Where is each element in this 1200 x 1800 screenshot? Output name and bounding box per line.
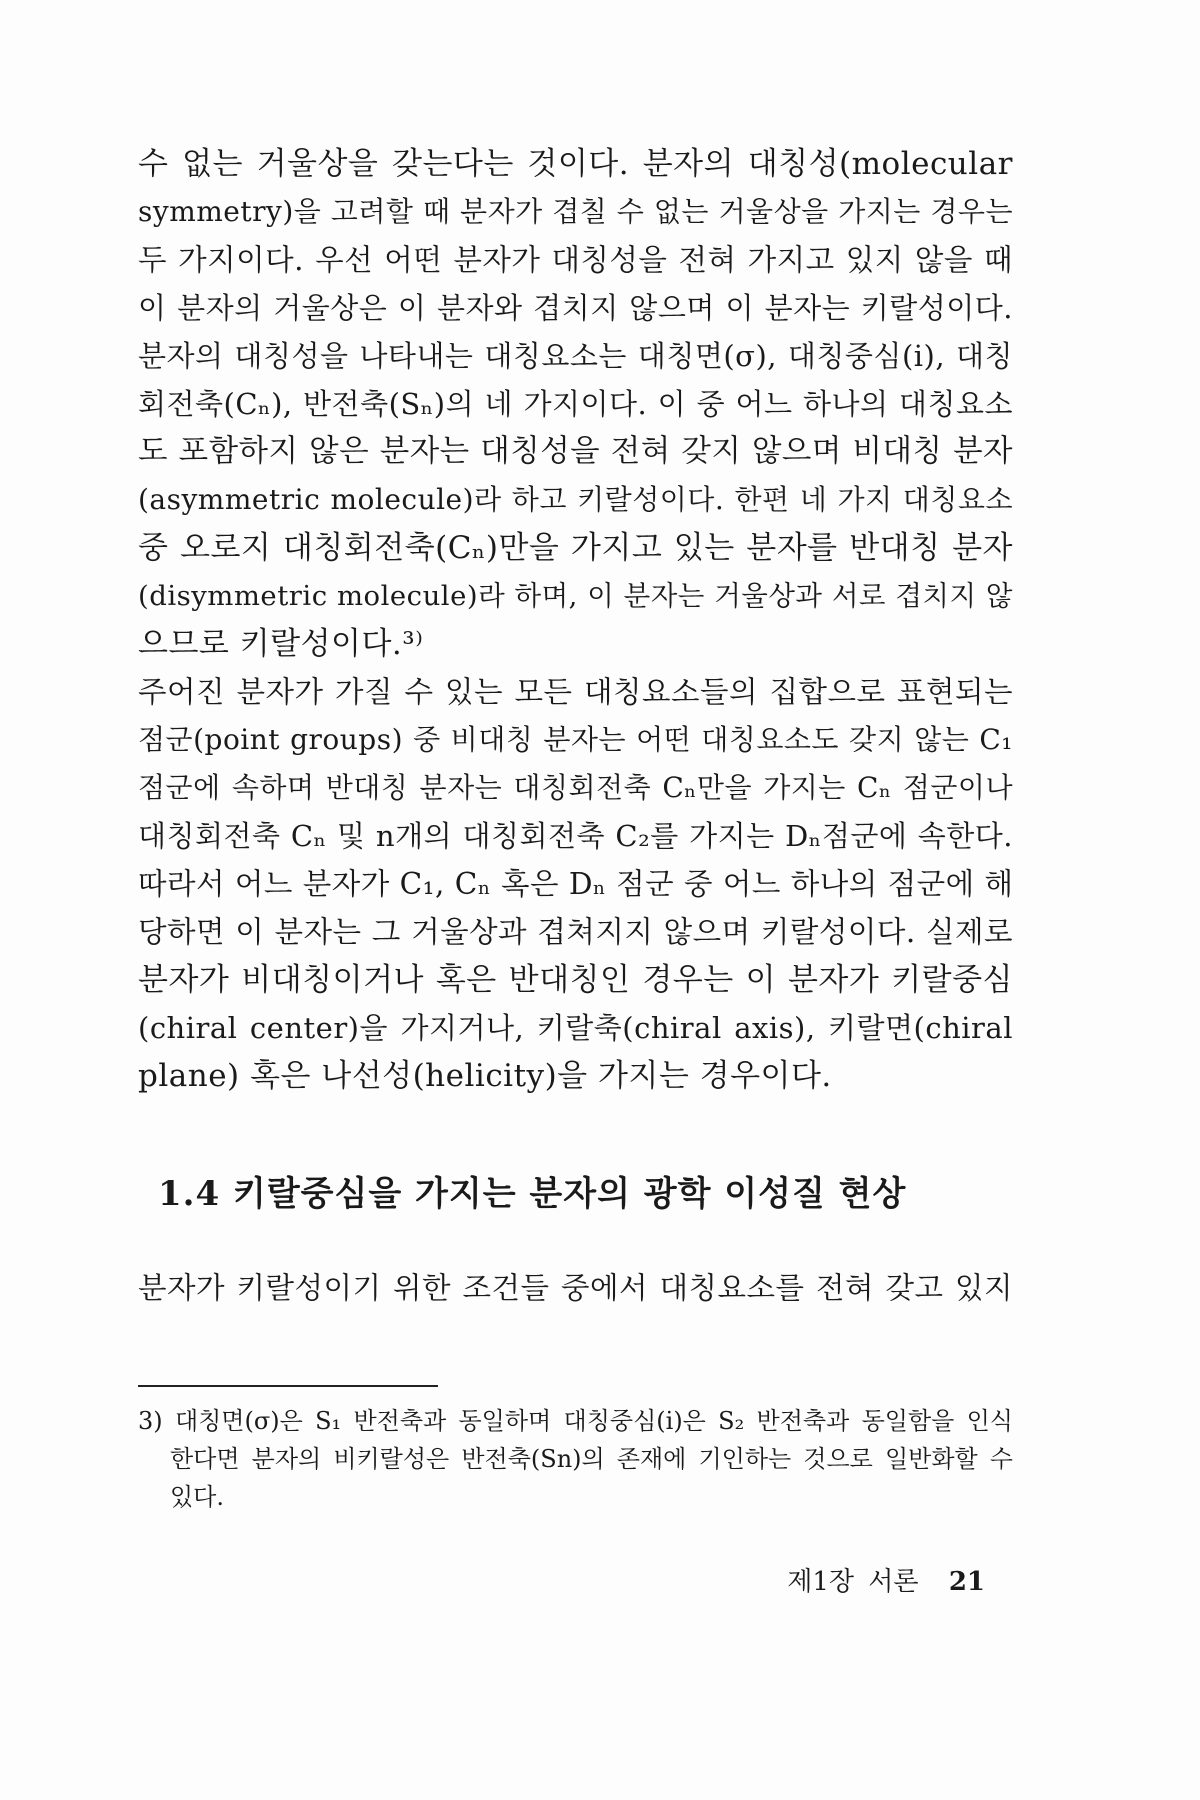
body-line: 주어진 분자가 가질 수 있는 모든 대칭요소들의 집합으로 표현되는 [138, 675, 1013, 709]
section-heading: 1.4 키랄중심을 가지는 분자의 광학 이성질 현상 [158, 1174, 907, 1214]
body-line: 점군(point groups) 중 비대칭 분자는 어떤 대칭요소도 갖지 않는 C₁ [138, 723, 1013, 756]
body-line: 으므로 키랄성이다.³⁾ [138, 626, 424, 662]
footnote [138, 1402, 1013, 1516]
body-line: (chiral center)을 가지거나, 키랄축(chiral axis), 키랄면(chiral [138, 1011, 1013, 1045]
body-line: 당하면 이 분자는 그 거울상과 겹쳐지지 않으며 키랄성이다. 실제로 [138, 915, 1013, 949]
body-line: 대칭회전축 Cₙ 및 n개의 대칭회전축 C₂를 가지는 Dₙ점군에 속한다. [138, 819, 1013, 853]
body-line: 점군에 속하며 반대칭 분자는 대칭회전축 Cₙ만을 가지는 Cₙ 점군이나 [138, 771, 1013, 804]
body-line: 분자의 대칭성을 나타내는 대칭요소는 대칭면(σ), 대칭중심(i), 대칭 [138, 339, 1013, 373]
body-line: 따라서 어느 분자가 C₁, Cₙ 혹은 Dₙ 점군 중 어느 하나의 점군에 해 [138, 867, 1014, 901]
body-line: 중 오로지 대칭회전축(Cₙ)만을 가지고 있는 분자를 반대칭 분자 [138, 530, 1013, 566]
running-footer [787, 1561, 985, 1598]
body-line: 두 가지이다. 우선 어떤 분자가 대칭성을 전혀 가지고 있지 않을 때 [138, 243, 1013, 277]
body-line: 분자가 비대칭이거나 혹은 반대칭인 경우는 이 분자가 키랄중심 [138, 962, 1013, 998]
page-number: 21 [948, 1567, 985, 1597]
body-line: 분자가 키랄성이기 위한 조건들 중에서 대칭요소를 전혀 갖고 있지 [138, 1271, 1013, 1305]
section-body [138, 1264, 1013, 1312]
body-text [138, 140, 1013, 1100]
body-line: 이 분자의 거울상은 이 분자와 겹치지 않으며 이 분자는 키랄성이다. [138, 291, 1013, 325]
footnote-rule [138, 1385, 438, 1387]
body-line: 도 포함하지 않은 분자는 대칭성을 전혀 갖지 않으며 비대칭 분자 [138, 434, 1013, 469]
body-line: 회전축(Cₙ), 반전축(Sₙ)의 네 가지이다. 이 중 어느 하나의 대칭요소 [138, 387, 1013, 421]
footnote-line: 3) 대칭면(σ)은 S₁ 반전축과 동일하며 대칭중심(i)은 S₂ 반전축과 동일함을 인식 [138, 1407, 1013, 1435]
footnote-line: 한다면 분자의 비키랄성은 반전축(Sn)의 존재에 기인하는 것으로 일반화할 수 [170, 1445, 1013, 1473]
footnote-line: 있다. [170, 1483, 224, 1511]
body-line: (disymmetric molecule)라 하며, 이 분자는 거울상과 서로 겹치지 않 [138, 580, 1013, 612]
body-line: (asymmetric molecule)라 하고 키랄성이다. 한편 네 가지 대칭요소 [138, 483, 1013, 516]
chapter-label: 제1장 서론 [787, 1567, 919, 1597]
body-line: plane) 혹은 나선성(helicity)을 가지는 경우이다. [138, 1058, 832, 1094]
body-line: 수 없는 거울상을 갖는다는 것이다. 분자의 대칭성(molecular [138, 146, 1013, 182]
body-line: symmetry)을 고려할 때 분자가 겹칠 수 없는 거울상을 가지는 경우는 [138, 195, 1013, 228]
